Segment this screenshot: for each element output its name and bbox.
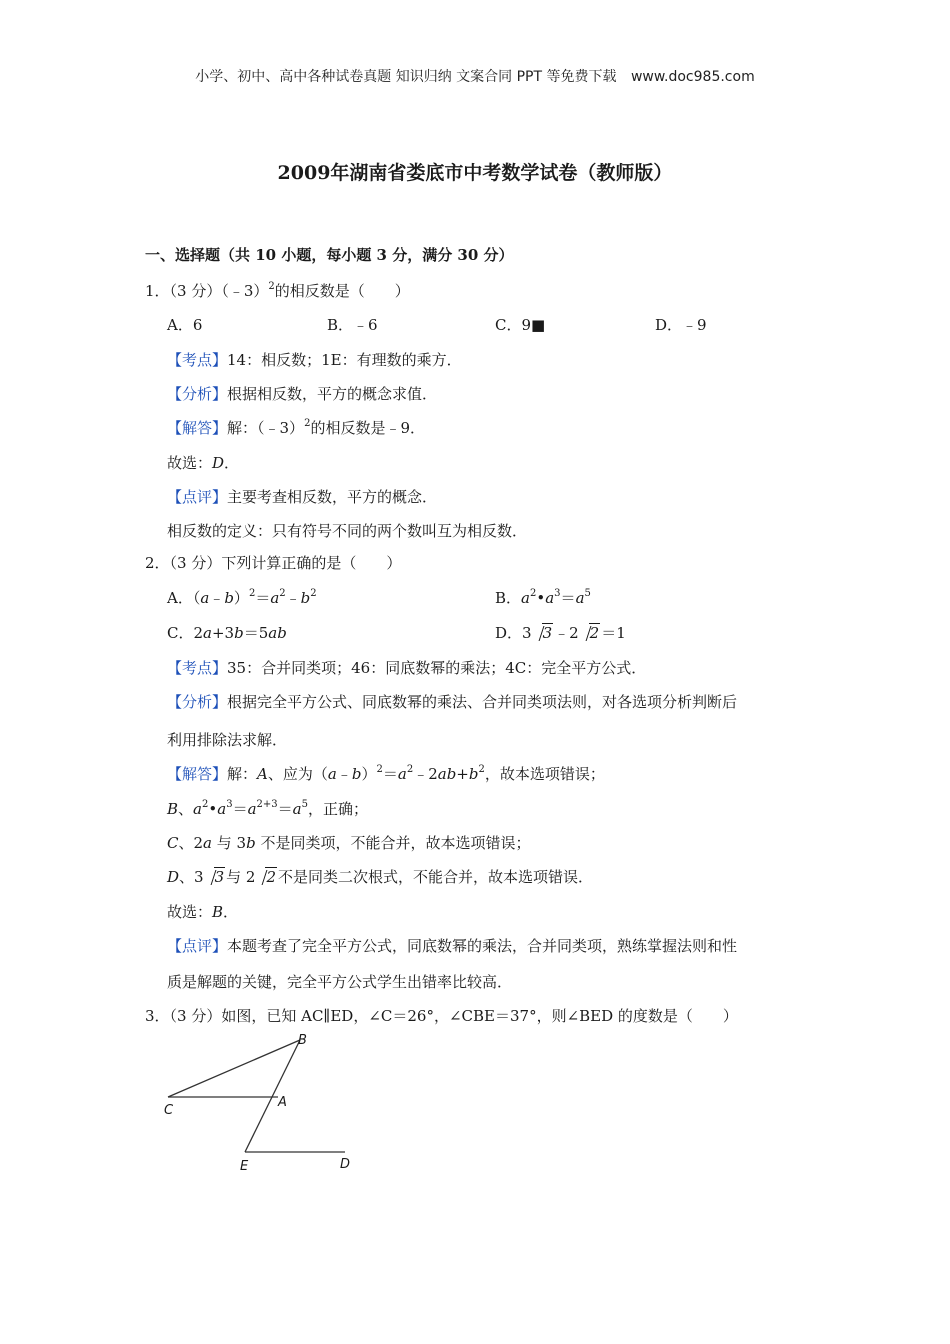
jieda-tag: 【解答】 xyxy=(167,419,228,437)
kaodian-tag: 【考点】 xyxy=(167,351,228,369)
q2-fenxi-text-1: 根据完全平方公式、同底数幂的乘法、合并同类项法则，对各选项分析判断后 xyxy=(227,693,738,711)
sqrt-symbol: 3 xyxy=(532,623,554,643)
q1-definition: 相反数的定义：只有符号不同的两个数叫互为相反数． xyxy=(167,522,528,540)
q1-answer: 故选：D． xyxy=(167,454,240,472)
q2-answer-letter: B xyxy=(212,903,224,921)
q2-jieda-d-text: 不是同类二次根式，不能合并，故本选项错误． xyxy=(277,868,593,886)
point-label-d: D xyxy=(340,1157,351,1172)
header-text: 小学、初中、高中各种试卷真题 知识归纳 文案合同 PPT 等免费下载 xyxy=(195,69,617,85)
q1-stem-part-a: 1．（3 分）（﹣3） xyxy=(145,282,269,300)
q1-fenxi xyxy=(167,384,437,404)
sqrt-symbol: 2 xyxy=(579,623,601,643)
q1-jieda-part-a: 解：（﹣3） xyxy=(227,419,305,437)
question-3-stem: 3．（3 分）如图，已知 AC∥ED，∠C＝26°，∠CBE＝37°，则∠BED 的度数是（ ） xyxy=(145,1007,738,1025)
q2-kaodian xyxy=(167,658,646,678)
geometry-figure xyxy=(160,1032,380,1182)
q2-jieda-d: D、3 3 与 2 2 不是同类二次根式，不能合并，故本选项错误． xyxy=(167,868,593,886)
q1-dianping-text: 主要考查相反数，平方的概念． xyxy=(227,488,438,506)
question-2-stem: 2．（3 分）下列计算正确的是（ ） xyxy=(145,554,402,572)
q1-kaodian-text: 14：相反数；1E：有理数的乘方． xyxy=(227,351,462,369)
segment-be xyxy=(245,1040,300,1152)
header-site[interactable]: www.doc985.com xyxy=(630,69,755,85)
q2-kaodian-text: 35：合并同类项；46：同底数幂的乘法；4C：完全平方公式． xyxy=(227,659,647,677)
q1-answer-letter: D xyxy=(212,454,225,472)
q1-fenxi-text: 根据相反数，平方的概念求值． xyxy=(227,385,438,403)
dianping-tag: 【点评】 xyxy=(167,488,228,506)
q1-option-b: B．﹣6 xyxy=(327,316,378,334)
point-label-b: B xyxy=(298,1033,307,1048)
point-label-a: A xyxy=(278,1095,287,1110)
section-heading: 一、选择题（共 10 小题，每小题 3 分，满分 30 分） xyxy=(145,246,514,264)
exponent-2: 2 xyxy=(304,418,311,429)
kaodian-tag: 【考点】 xyxy=(167,659,228,677)
q2-dianping-1 xyxy=(167,936,737,956)
page-header xyxy=(0,66,950,86)
q2-fenxi-1 xyxy=(167,692,737,712)
fenxi-tag: 【分析】 xyxy=(167,385,228,403)
q1-option-a: A．6 xyxy=(167,316,203,334)
point-label-c: C xyxy=(164,1103,174,1118)
document-title: 2009年湖南省娄底市中考数学试卷（教师版） xyxy=(277,162,673,184)
exponent-2: 2 xyxy=(268,281,275,292)
sqrt-symbol: 3 xyxy=(204,867,226,887)
q1-kaodian xyxy=(167,350,462,370)
question-1-stem xyxy=(145,281,410,301)
q2-jieda-a: 【解答】解：A、应为$(a﹣b)^2=a^2﹣2ab+b^2$，故本选项错误； xyxy=(167,764,605,783)
q2-option-a: A．$(a﹣b)^2=a^2﹣b^2$ xyxy=(167,588,317,607)
q1-jieda xyxy=(167,418,425,438)
segment-cb xyxy=(168,1040,300,1097)
q1-answer-label: 故选： xyxy=(167,454,213,472)
q1-option-d: D．﹣9 xyxy=(655,316,707,334)
q2-option-d: D．3 3 ﹣2 2 ＝1 xyxy=(495,624,626,642)
q1-stem-part-b: 的相反数是（ ） xyxy=(274,282,410,300)
q2-jieda-a-tail: ，故本选项错误； xyxy=(484,765,605,783)
q1-jieda-part-b: 的相反数是﹣9． xyxy=(310,419,425,437)
q2-answer: 故选：B． xyxy=(167,903,239,921)
q1-option-c: C．9■ xyxy=(495,316,546,334)
q2-dianping-2: 质是解题的关键，完全平方公式学生出错率比较高． xyxy=(167,973,513,991)
q1-dianping xyxy=(167,487,437,507)
q2-jieda-c: C、2a 与 3b 不是同类项，不能合并，故本选项错误； xyxy=(167,834,531,852)
q2-dianping-text-1: 本题考查了完全平方公式，同底数幂的乘法，合并同类项，熟练掌握法则和性 xyxy=(227,937,738,955)
fenxi-tag: 【分析】 xyxy=(167,693,228,711)
q2-fenxi-2: 利用排除法求解． xyxy=(167,731,288,749)
q2-answer-label: 故选： xyxy=(167,903,213,921)
q2-option-b: B．$a^2•a^3=a^5$ xyxy=(495,588,591,607)
q2-jieda-b: B、$a^2•a^3=a^{2+3}=a^5$，正确； xyxy=(167,799,368,818)
q2-option-c: C．2a+3b＝5ab xyxy=(167,624,287,642)
jieda-tag: 【解答】 xyxy=(167,765,228,783)
point-label-e: E xyxy=(240,1159,249,1174)
q2-jieda-b-tail: ，正确； xyxy=(307,800,368,818)
sqrt-symbol: 2 xyxy=(255,867,277,887)
dianping-tag: 【点评】 xyxy=(167,937,228,955)
q2-jieda-c-text: 不是同类项，不能合并，故本选项错误； xyxy=(260,834,531,852)
